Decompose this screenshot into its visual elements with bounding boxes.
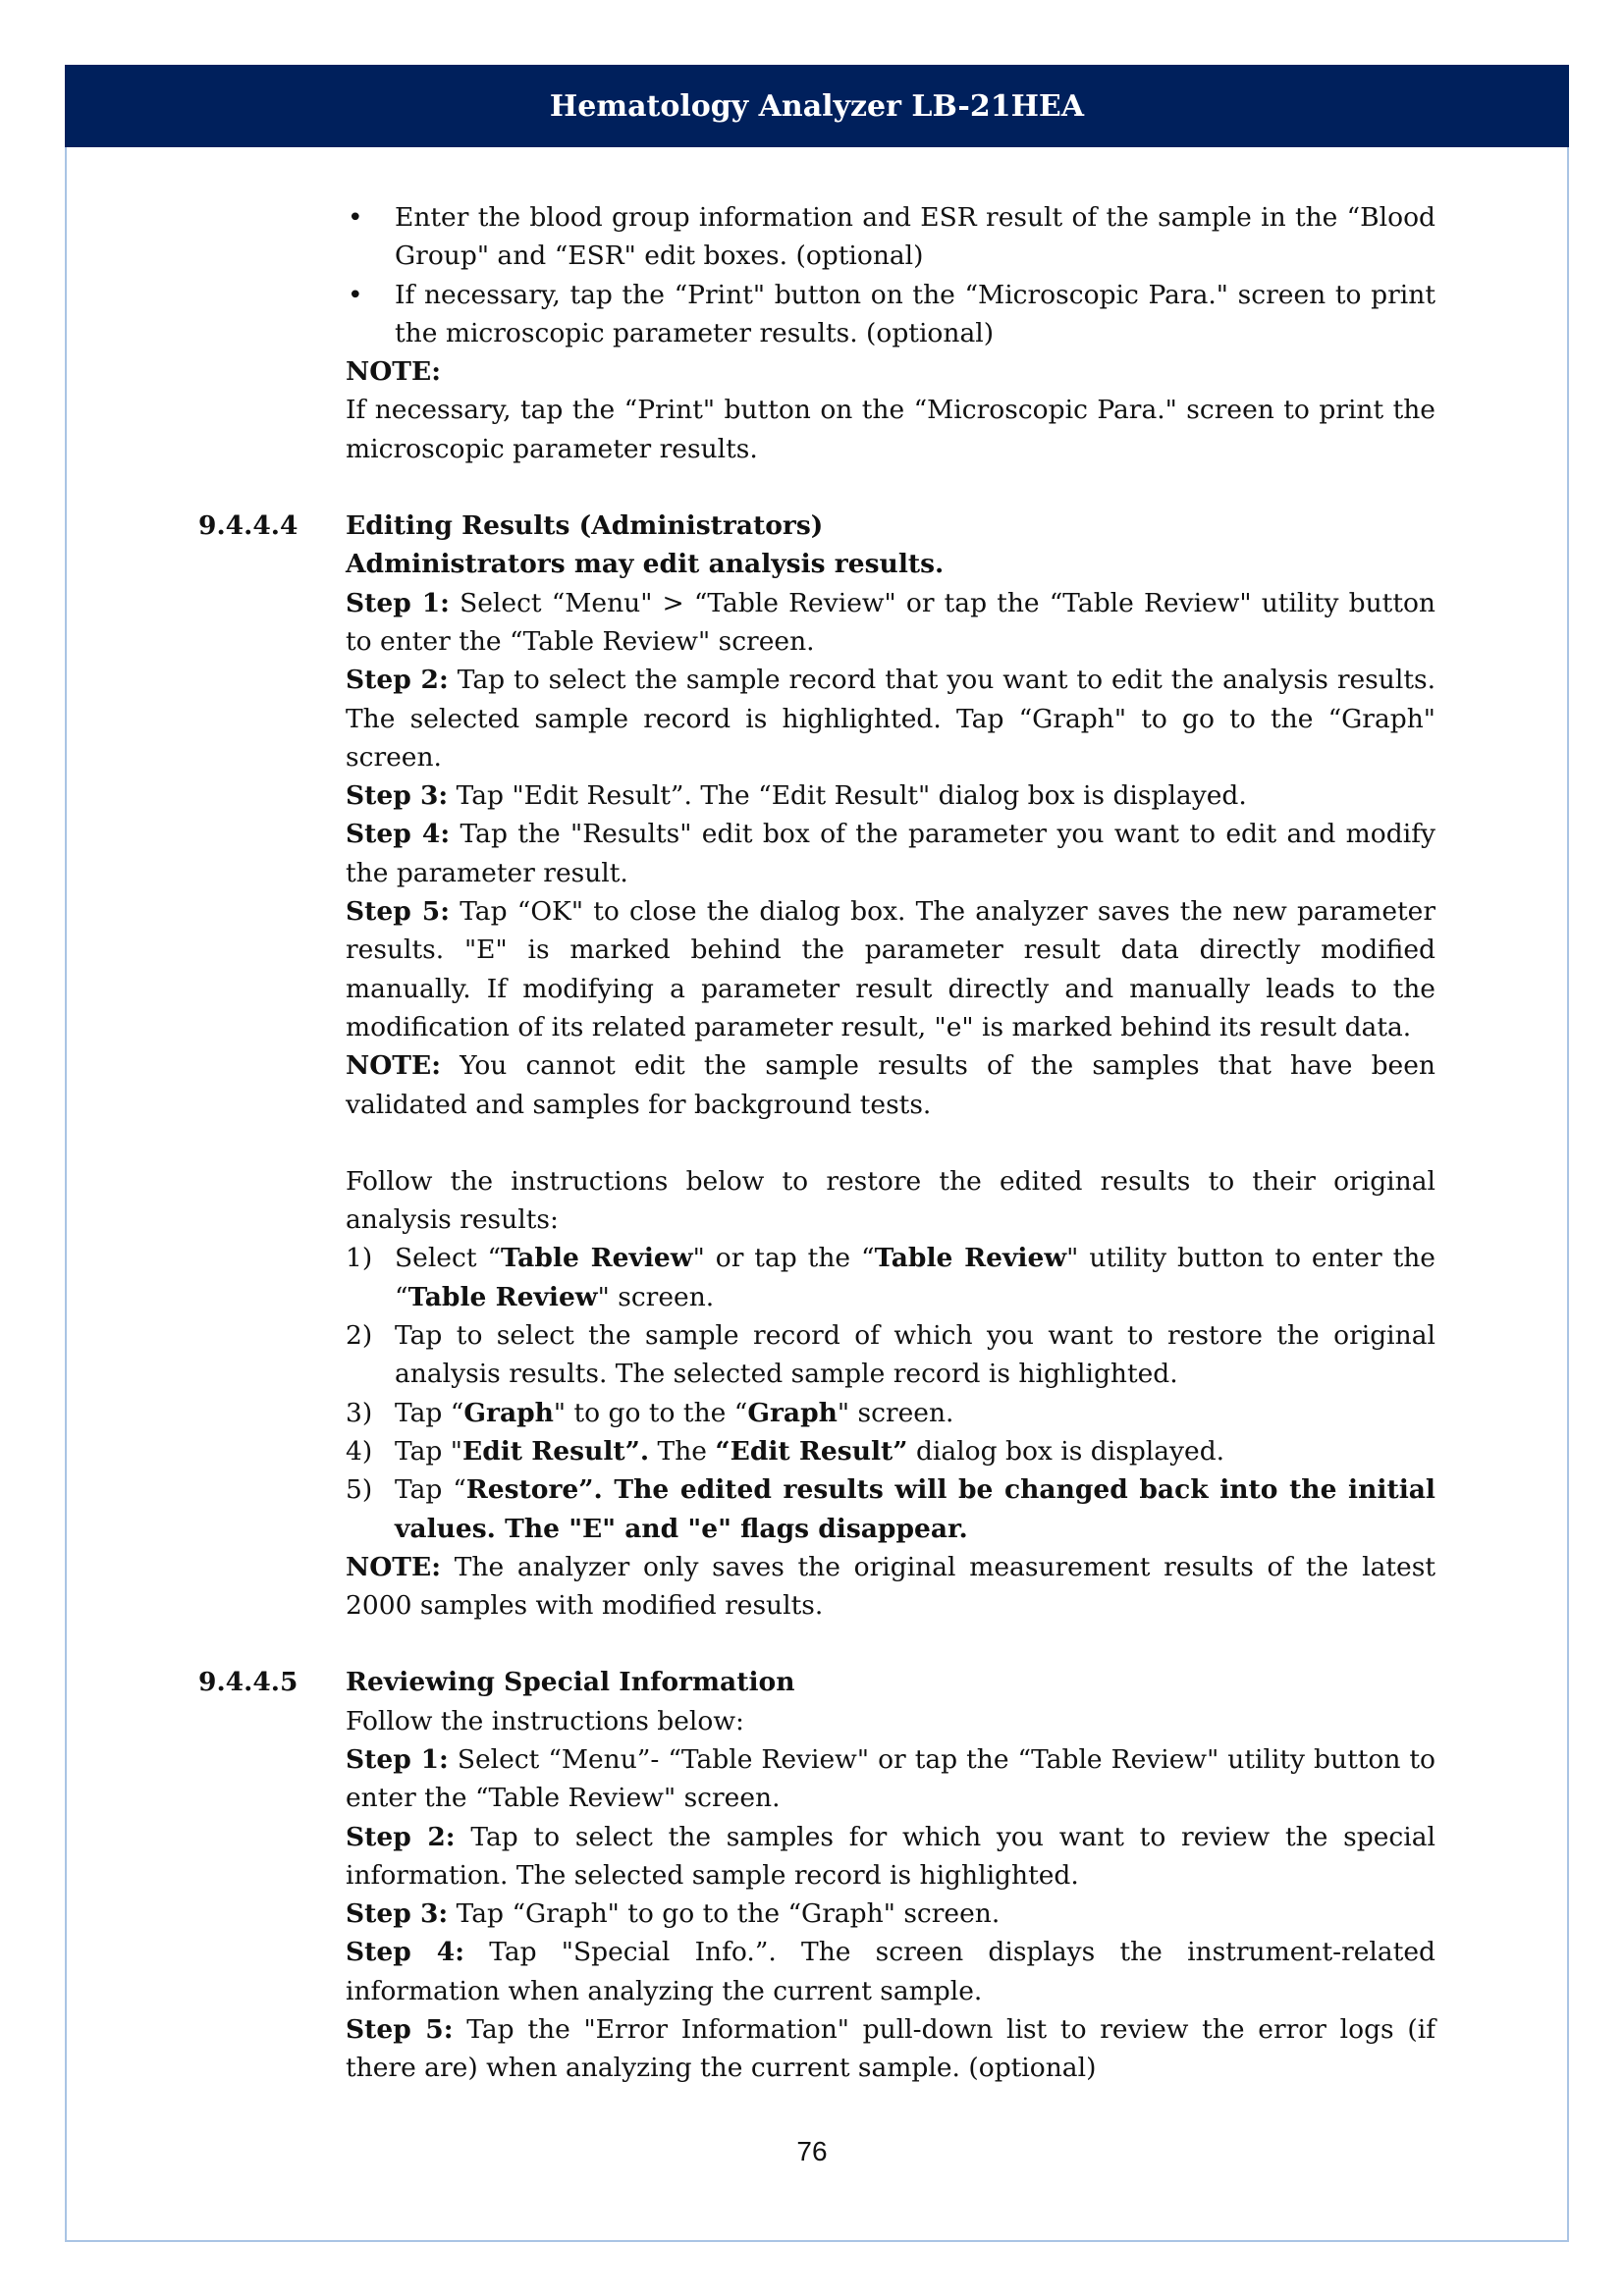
page-content [198,198,1436,2088]
list-item: 4) Tap "Edit Result”. The “Edit Result” dialog box is displayed. [346,1435,1225,1467]
section-number: 9.4.4.5 [198,1667,298,1698]
list-item: • Enter the blood group information and ESR result of the sample in the “Blood Group" and “ESR" edit boxes. (optional) [346,198,1435,276]
list-item: 3) Tap “Graph" to go to the “Graph" screen. [346,1397,954,1428]
list-item: • If necessary, tap the “Print" button on the “Microscopic Para." screen to print the microscopic parameter results. (optional) [346,276,1435,353]
restore-steps-list [346,1239,1435,1547]
restore-intro: Follow the instructions below to restore the edited results to their original analysis results: [346,1165,1435,1236]
step-3: Step 3: Tap “Graph" to go to the “Graph" screen. [346,1898,1001,1930]
section-title: Editing Results (Administrators) [346,510,824,542]
step-3: Step 3: Tap "Edit Result”. The “Edit Result" dialog box is displayed. [346,780,1247,812]
intro-bullet-list [346,198,1435,352]
section-subtitle: Administrators may edit analysis results. [346,549,945,580]
header-title: Hematology Analyzer LB-21HEA [549,88,1085,124]
list-item: 1) Select “Table Review" or tap the “Table Review" utility button to enter the “Table Review" screen. [346,1243,1435,1312]
step-5: Step 5: Tap the "Error Information" pull-down list to review the error logs (if there are) when analyzing the current sample. (optional) [346,2014,1435,2084]
step-2: Step 2: Tap to select the samples for which you want to review the special information. The selected sample record is highlighted. [346,1821,1436,1891]
page-number: 76 [796,2136,828,2166]
step-1: Step 1: Select “Menu" > “Table Review" or tap the “Table Review" utility button to enter the “Table Review" screen. [346,587,1435,657]
section-title: Reviewing Special Information [346,1667,795,1698]
section-editing-results [198,507,1436,1625]
document-header [65,65,1569,147]
list-item: 2) Tap to select the sample record of which you want to restore the original analysis results. The selected sample record is highlighted. [346,1320,1435,1390]
section-special-information [198,1663,1436,2087]
step-5: Step 5: Tap “OK" to close the dialog box. The analyzer saves the new parameter results. "E" is marked behind the parameter result data directly modified manually. If modifying a parameter result directly and manually leads to the modification of its related parameter result, "e" is marked behind its result data. [346,896,1436,1042]
note-label: NOTE: [346,356,442,388]
note-text: If necessary, tap the “Print" button on the “Microscopic Para." screen to print the microscopic parameter results. [346,395,1435,464]
step-4: Step 4: Tap "Special Info.”. The screen displays the instrument-related information when analyzing the current sample. [346,1937,1435,2006]
section-number: 9.4.4.4 [198,510,298,542]
note: NOTE: The analyzer only saves the original measurement results of the latest 2000 samples with modified results. [346,1551,1435,1622]
step-4: Step 4: Tap the "Results" edit box of the parameter you want to edit and modify the parameter result. [346,819,1435,888]
note: NOTE: You cannot edit the sample results of the samples that have been validated and samples for background tests. [346,1050,1435,1120]
step-1: Step 1: Select “Menu”- “Table Review" or tap the “Table Review" utility button to enter the “Table Review" screen. [346,1743,1435,1814]
list-item: 5) Tap “Restore”. The edited results will be changed back into the initial values. The "E" and "e" flags disappear. [346,1474,1435,1544]
section-intro: Follow the instructions below: [346,1705,744,1736]
step-2: Step 2: Tap to select the sample record that you want to edit the analysis results. The selected sample record is highlighted. Tap “Graph" to go to the “Graph" screen. [346,665,1435,773]
